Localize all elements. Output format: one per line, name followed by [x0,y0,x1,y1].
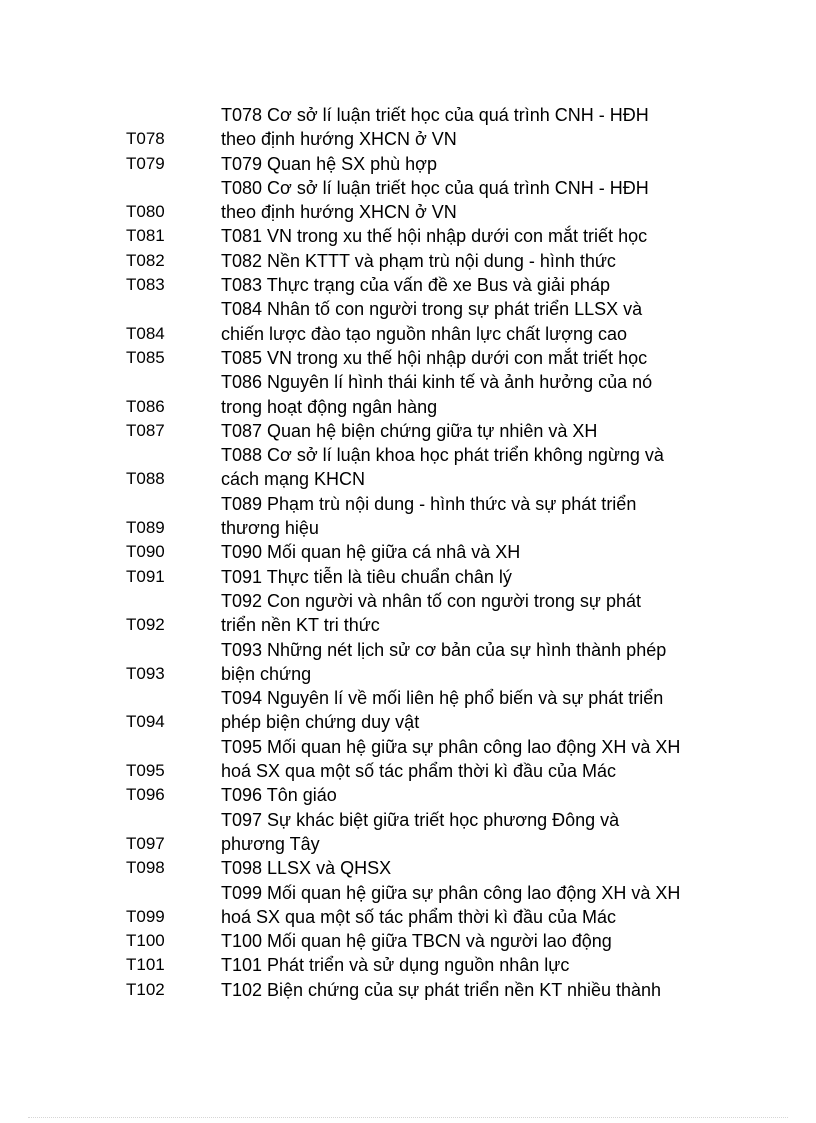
topic-row [0,443,816,492]
topic-code: T094 [126,712,165,732]
topic-code: T079 [126,153,165,173]
topic-row [0,273,816,297]
topic-row [0,686,816,735]
topic-title-line: triển nền KT tri thức [221,615,380,636]
topic-title [221,370,701,419]
page-footer-rule [28,1117,788,1118]
topic-code: T096 [126,785,165,805]
topic-code: T101 [126,955,165,975]
topic-row [0,565,816,589]
topic-code: T100 [126,931,165,951]
topic-code: T081 [126,226,165,246]
topic-title [221,346,701,370]
topic-title [221,638,701,687]
topic-title [221,176,701,225]
topic-code: T089 [126,518,165,538]
topic-title-line: T092 Con người và nhân tố con người trong sự phát [221,590,642,611]
topic-code: T099 [126,906,165,926]
topic-title-line: T086 Nguyên lí hình thái kinh tế và ảnh hưởng của nó [221,372,653,393]
topic-title [221,953,701,977]
topic-row [0,783,816,807]
topic-title [221,565,701,589]
topic-title [221,273,701,297]
topic-row [0,856,816,880]
topic-title [221,735,701,784]
topic-title-line: T087 Quan hệ biện chứng giữa tự nhiên và XH [221,420,598,441]
topic-code: T083 [126,275,165,295]
topic-title-line: T102 Biện chứng của sự phát triển nền KT nhiều thành [221,979,662,1000]
topic-row [0,881,816,930]
topic-row [0,492,816,541]
topic-title-line: T101 Phát triển và sử dụng nguồn nhân lực [221,955,570,976]
topic-title [221,540,701,564]
topic-row [0,370,816,419]
topic-row [0,638,816,687]
topic-title-line: T094 Nguyên lí về mối liên hệ phổ biến và sự phát triển [221,688,664,709]
topic-title-line: T081 VN trong xu thế hội nhập dưới con mắt triết học [221,226,648,247]
topic-title [221,978,701,1002]
topic-title [221,297,701,346]
topic-title-line: hoá SX qua một số tác phẩm thời kì đầu của Mác [221,906,617,927]
topic-title [221,152,701,176]
topic-row [0,978,816,1002]
topic-row [0,589,816,638]
topic-code: T097 [126,833,165,853]
topic-title-line: T095 Mối quan hệ giữa sự phân công lao động XH và XH [221,736,681,757]
topic-title [221,856,701,880]
topic-title [221,249,701,273]
topic-title-line: T083 Thực trạng của vấn đề xe Bus và giải pháp [221,275,610,296]
topic-code: T090 [126,542,165,562]
topic-code: T086 [126,396,165,416]
topic-code: T085 [126,347,165,367]
topic-code: T082 [126,250,165,270]
topic-row [0,419,816,443]
topic-title [221,783,701,807]
topic-title-line: T096 Tôn giáo [221,785,337,806]
topic-title [221,492,701,541]
topic-code: T078 [126,129,165,149]
topic-row [0,249,816,273]
topic-title-line: T079 Quan hệ SX phù hợp [221,153,437,174]
topic-row [0,224,816,248]
topic-title-line: T088 Cơ sở lí luận khoa học phát triển không ngừng và [221,445,664,466]
topic-title-line: T090 Mối quan hệ giữa cá nhâ và XH [221,542,521,563]
topic-code: T080 [126,202,165,222]
topic-row [0,540,816,564]
topic-title-line: chiến lược đào tạo nguồn nhân lực chất lượng cao [221,323,628,344]
topic-title-line: cách mạng KHCN [221,469,366,490]
topic-row [0,953,816,977]
topic-title-line: theo định hướng XHCN ở VN [221,202,457,223]
topic-title-line: T097 Sự khác biệt giữa triết học phương Đông và [221,809,620,830]
topic-title-line: trong hoạt động ngân hàng [221,396,438,417]
topic-code: T102 [126,979,165,999]
topic-row [0,346,816,370]
topic-title-line: T084 Nhân tố con người trong sự phát triển LLSX và [221,299,643,320]
topic-title-line: phương Tây [221,833,320,854]
topic-title [221,443,701,492]
topic-list [0,103,816,1002]
topic-title-line: T078 Cơ sở lí luận triết học của quá trình CNH - HĐH [221,105,649,125]
topic-code: T098 [126,858,165,878]
topic-title-line: T100 Mối quan hệ giữa TBCN và người lao động [221,931,612,952]
topic-row [0,176,816,225]
topic-row [0,929,816,953]
topic-title [221,419,701,443]
topic-code: T087 [126,420,165,440]
topic-title [221,103,701,152]
topic-title [221,589,701,638]
topic-title [221,929,701,953]
topic-title [221,881,701,930]
topic-title [221,808,701,857]
topic-title-line: T091 Thực tiễn là tiêu chuẩn chân lý [221,566,512,587]
topic-row [0,103,816,152]
topic-row [0,297,816,346]
topic-title-line: T085 VN trong xu thế hội nhập dưới con mắt triết học [221,347,648,368]
topic-code: T095 [126,761,165,781]
topic-code: T088 [126,469,165,489]
topic-title [221,686,701,735]
topic-code: T093 [126,663,165,683]
topic-title-line: thương hiệu [221,518,319,539]
topic-title-line: biện chứng [221,663,312,684]
topic-row [0,808,816,857]
topic-title-line: hoá SX qua một số tác phẩm thời kì đầu của Mác [221,761,617,782]
topic-title-line: T099 Mối quan hệ giữa sự phân công lao động XH và XH [221,882,681,903]
topic-title-line: T080 Cơ sở lí luận triết học của quá trình CNH - HĐH [221,177,649,198]
topic-code: T084 [126,323,165,343]
topic-row [0,152,816,176]
topic-title-line: theo định hướng XHCN ở VN [221,129,457,150]
topic-title-line: T098 LLSX và QHSX [221,858,392,879]
topic-row [0,735,816,784]
topic-title-line: T093 Những nét lịch sử cơ bản của sự hình thành phép [221,639,667,660]
topic-title-line: T089 Phạm trù nội dung - hình thức và sự phát triển [221,493,637,514]
topic-title-line: T082 Nền KTTT và phạm trù nội dung - hình thức [221,250,616,271]
topic-code: T092 [126,615,165,635]
topic-title-line: phép biện chứng duy vật [221,712,420,733]
topic-code: T091 [126,566,165,586]
topic-title [221,224,701,248]
